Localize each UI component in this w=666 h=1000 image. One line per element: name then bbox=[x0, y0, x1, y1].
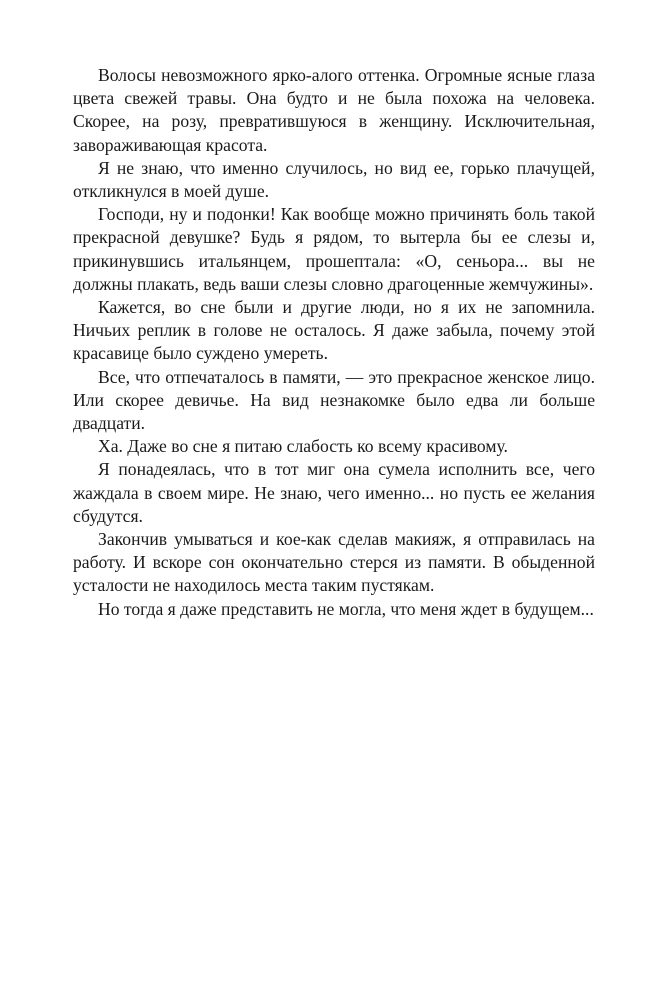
paragraph-9: Но тогда я даже представить не могла, что меня ждет в будущем... bbox=[98, 598, 594, 619]
paragraph-2: Я не знаю, что именно случилось, но вид ее, горько плачущей, откликнулся в моей душе. bbox=[73, 157, 595, 202]
paragraph-7: Я понадеялась, что в тот миг она сумела исполнить все, чего жаждала в своем мире. Не знаю, чего именно... но пусть ее желания сбудутся. bbox=[73, 459, 595, 526]
page-text-block bbox=[73, 64, 595, 621]
paragraph-6: Ха. Даже во сне я питаю слабость ко всему красивому. bbox=[98, 436, 508, 457]
paragraph-1: Волосы невозможного ярко-алого оттенка. Огромные ясные глаза цвета свежей травы. Она будто и не была похожа на человека. Скорее, на розу, превратившуюся в женщину. Исключительная, завораживающая красота. bbox=[73, 65, 595, 155]
paragraph-4: Кажется, во сне были и другие люди, но я их не запомнила. Ничьих реплик в голове не осталось. Я даже забыла, почему этой красавице было суждено умереть. bbox=[73, 297, 595, 364]
paragraph-3: Господи, ну и подонки! Как вообще можно причинять боль такой прекрасной девушке? Будь я рядом, то вытерла бы ее слезы и, прикинувшись итальянцем, прошептала: «О, сеньора... вы не должны плакать, ведь ваши слезы словно драгоценные жемчужины». bbox=[73, 204, 595, 294]
paragraph-5: Все, что отпечаталось в памяти, — это прекрасное женское лицо. Или скорее девичье. На вид незнакомке было едва ли больше двадцати. bbox=[73, 366, 595, 434]
paragraph-8: Закончив умываться и кое-как сделав макияж, я отправилась на работу. И вскоре сон окончательно стерся из памяти. В обыденной усталости не находилось места таким пустякам. bbox=[73, 529, 595, 596]
